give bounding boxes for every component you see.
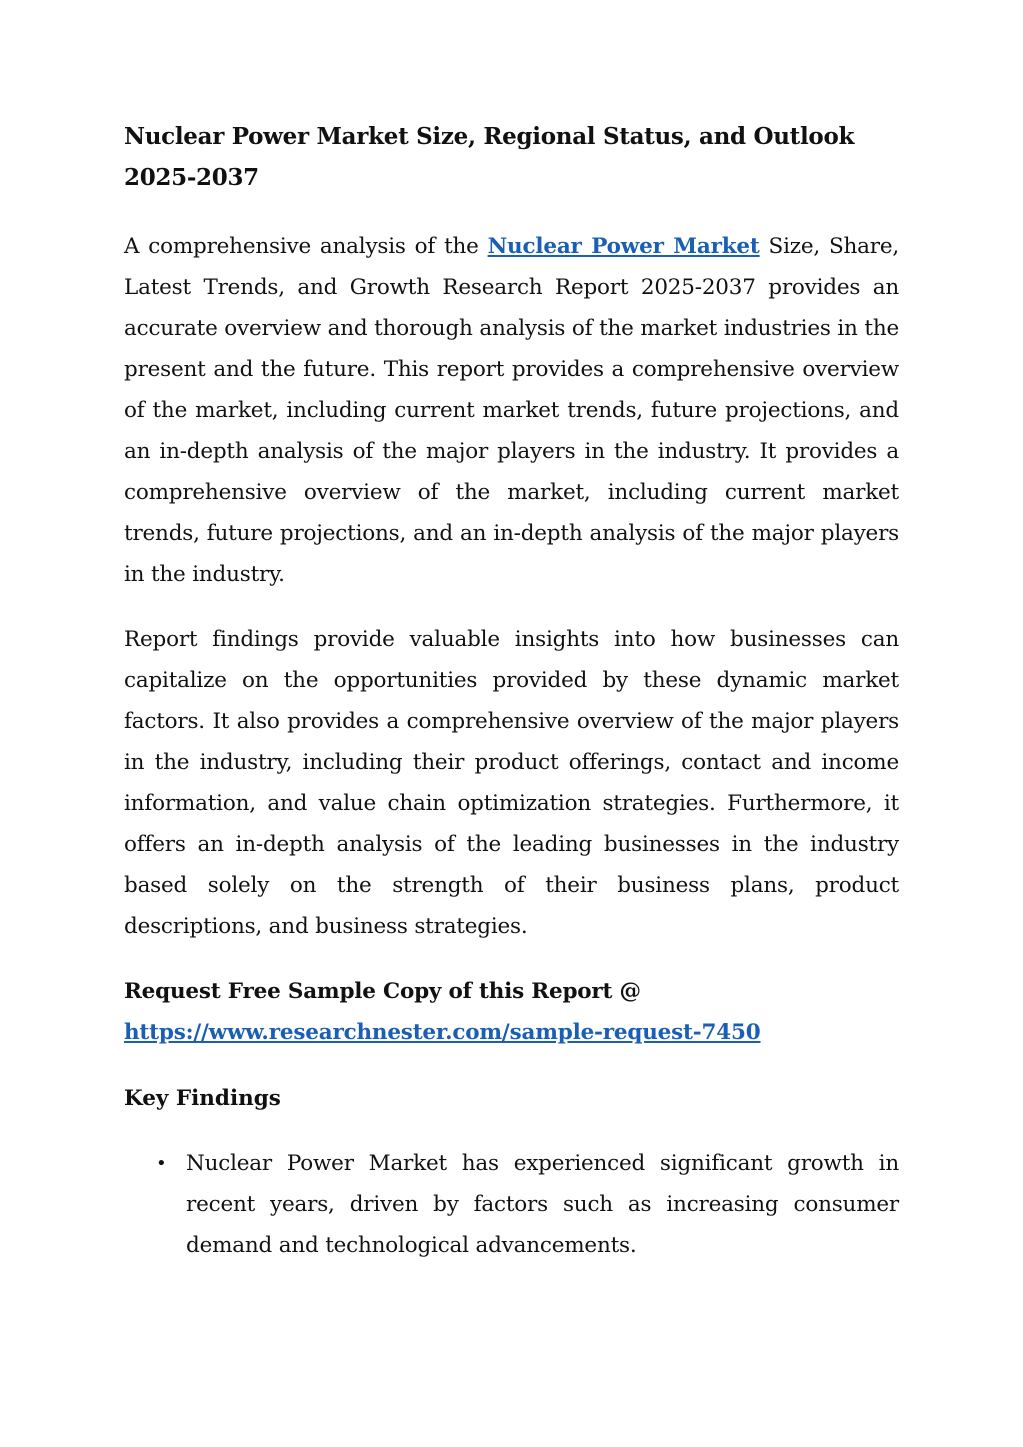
list-item — [156, 1143, 899, 1266]
sample-request-link[interactable]: https://www.researchnester.com/sample-request-7450 — [124, 1020, 761, 1045]
nuclear-power-market-link[interactable]: Nuclear Power Market — [487, 234, 760, 259]
key-findings-list — [124, 1143, 899, 1266]
bullet-icon: • — [156, 1153, 167, 1174]
sample-request-block — [124, 971, 899, 1053]
intro-paragraph — [124, 226, 899, 595]
intro-text-before-link: A comprehensive analysis of the — [124, 234, 488, 259]
list-item-text: Nuclear Power Market has experienced significant growth in recent years, driven by factors such as increasing consumer demand and technological advancements. — [186, 1151, 899, 1258]
sample-request-label: Request Free Sample Copy of this Report @ — [124, 979, 641, 1004]
document-title: Nuclear Power Market Size, Regional Status, and Outlook 2025-2037 — [124, 123, 855, 191]
key-findings-heading: Key Findings — [124, 1086, 281, 1111]
intro-text-after-link: Size, Share, Latest Trends, and Growth Research Report 2025-2037 provides an accurate overview and thorough analysis of the market industries in the present and the future. This report provides a comprehensive overview of the market, including current market trends, future projections, and an in-depth analysis of the major players in the industry. It provides a comprehensive overview of the market, including current market trends, future projections, and an in-depth analysis of the major players in the industry. — [124, 234, 899, 587]
findings-paragraph: Report findings provide valuable insights into how businesses can capitalize on the opportunities provided by these dynamic market factors. It also provides a comprehensive overview of the major players in the industry, including their product offerings, contact and income information, and value chain optimization strategies. Furthermore, it offers an in-depth analysis of the leading businesses in the industry based solely on the strength of their business plans, product descriptions, and business strategies. — [124, 627, 899, 939]
